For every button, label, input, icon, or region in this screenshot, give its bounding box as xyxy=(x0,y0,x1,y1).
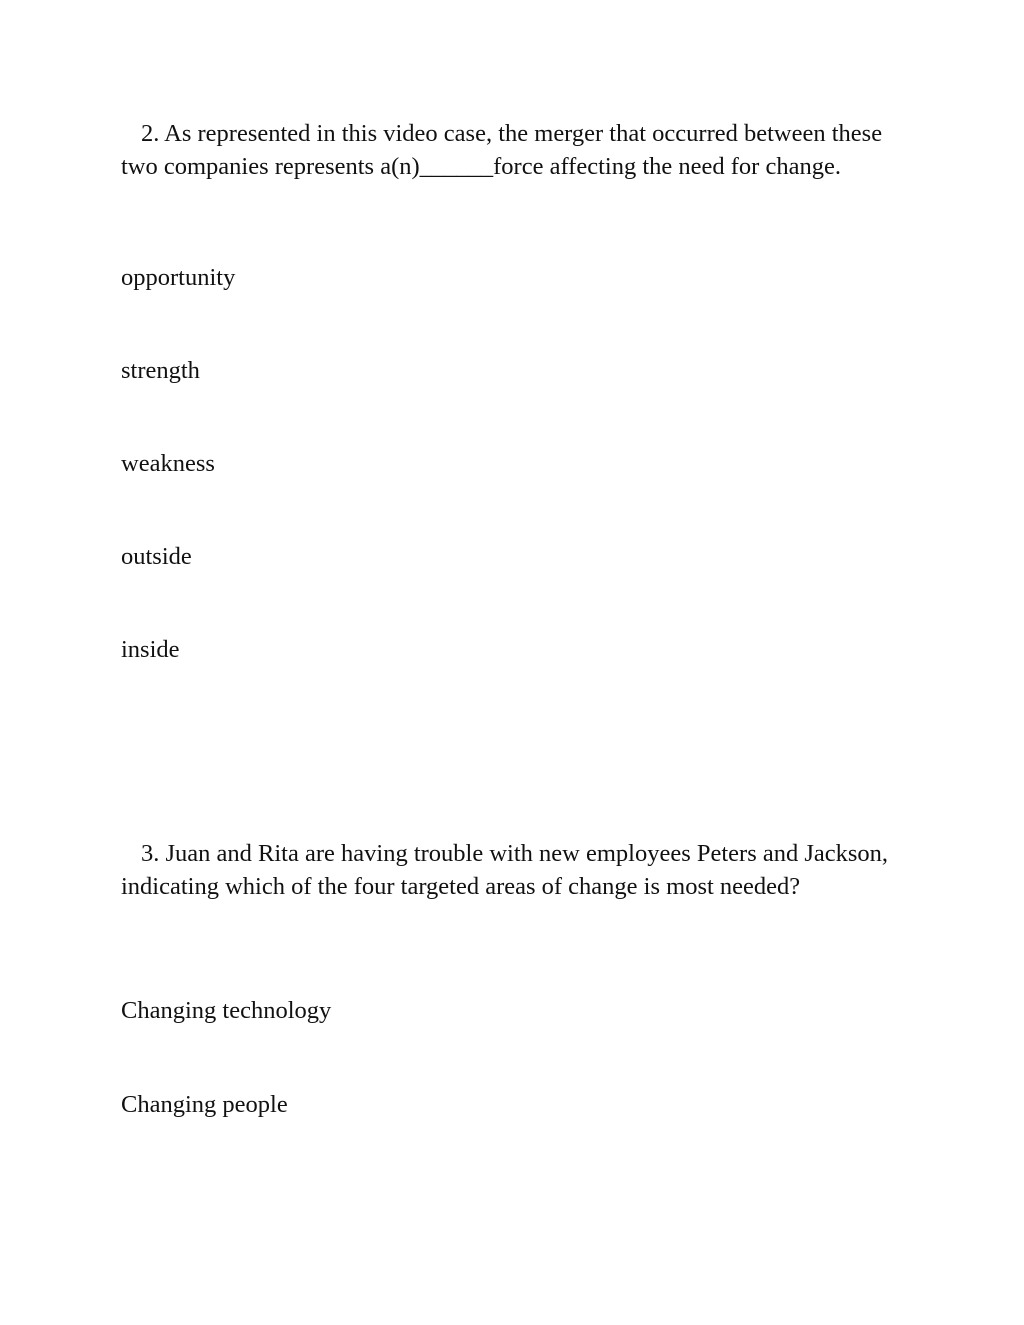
question-3-option-changing-technology: Changing technology xyxy=(121,997,332,1024)
question-3-text: 3. Juan and Rita are having trouble with new employees Peters and Jackson, indicating which of the four targeted areas of change is most needed? xyxy=(121,840,889,900)
question-2-option-outside: outside xyxy=(121,543,192,570)
question-2-option-inside: inside xyxy=(121,636,180,663)
question-2-option-opportunity: opportunity xyxy=(121,264,236,291)
question-3-option-changing-people: Changing people xyxy=(121,1091,288,1118)
question-2-text: 2. As represented in this video case, the merger that occurred between these two companies represents a(n)______force affecting the need for change. xyxy=(121,120,883,180)
question-2-option-weakness: weakness xyxy=(121,450,215,477)
question-2-option-strength: strength xyxy=(121,357,200,384)
